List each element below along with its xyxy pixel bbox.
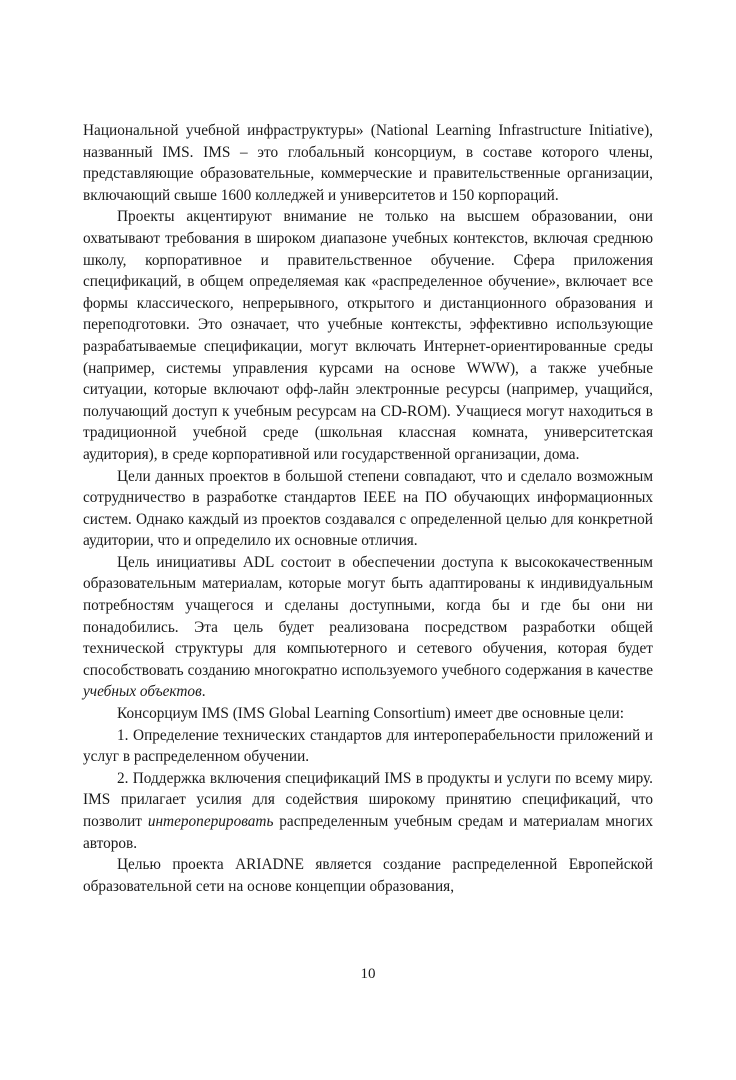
paragraph-ims-intro (83, 120, 653, 206)
paragraph-text: 1. Определение технических стандартов для интероперабельности приложений и услуг в распределенном обучении. (83, 726, 653, 766)
emphasized-text: интероперировать (147, 813, 274, 830)
list-item-goal-2 (83, 768, 653, 854)
paragraph-project-goals (83, 466, 653, 552)
paragraph-ims-consortium (83, 703, 653, 725)
emphasized-text: учебных объектов (83, 683, 202, 701)
page-body (83, 120, 653, 897)
paragraph-ariadne (83, 854, 653, 897)
paragraph-text: Цель инициативы ADL состоит в обеспечении доступа к высококачественным образовательным материалам, которые могут быть адаптированы к индивидуальным потребностям учащегося и сделаны доступными, когда бы и где бы они ни понадобились. Эта цель будет реализована посредством разработки общей технической структуры для компьютерного и сетевого обучения, которая будет способствовать созданию многократно используемого учебного содержания в качестве (83, 553, 653, 679)
paragraph-text: Целью проекта ARIADNE является создание распределенной Европейской образовательной сети на основе концепции образования, (83, 856, 653, 895)
paragraph-text: . (201, 683, 206, 701)
paragraph-text: Национальной учебной инфраструктуры» (National Learning Infrastructure Initiative), названный IMS. IMS – это глобальный консорциум, в составе которого члены, представляющие образовательные, коммерческие и правительственные организации, включающий свыше 1600 колледжей и университетов и 150 корпораций. (83, 122, 653, 204)
paragraph-projects-scope (83, 206, 653, 465)
paragraph-text: 2. Поддержка включения спецификаций IMS в продукты и услуги по всему миру. IMS прилагает усилия для содействия широкому принятию спецификаций, что позволит (83, 769, 653, 830)
page-number: 10 (360, 966, 376, 982)
paragraph-text: Проекты акцентируют внимание не только на высшем образовании, они охватывают требования в широком диапазоне учебных контекстов, включая среднюю школу, корпоративное и правительственное обучение. Сфера приложения спецификаций, в общем определяемая как «распределенное обучение», включает все формы классического, непрерывного, открытого и дистанционного образования и переподготовки. Это означает, что учебные контексты, эффективно использующие разрабатываемые спецификации, могут включать Интернет-ориентированные среды (например, системы управления курсами на основе WWW), а также учебные ситуации, которые включают офф-лайн электронные ресурсы (например, учащийся, получающий доступ к учебным ресурсам на CD-ROM). Учащиеся могут находиться в традиционной учебной среде (школьная классная комната, университетская аудитория), в среде корпоративной или государственной организации, дома. (83, 208, 653, 463)
paragraph-adl-goal (83, 552, 653, 703)
paragraph-text: Цели данных проектов в большой степени совпадают, что и сделало возможным сотрудничество в разработке стандартов IEEE на ПО обучающих информационных систем. Однако каждый из проектов создавался с определенной целью для конкретной аудитории, что и определило их основные отличия. (83, 467, 653, 550)
paragraph-text: распределенным учебным средам и материалам многих авторов. (83, 813, 653, 852)
list-item-goal-1 (83, 725, 653, 768)
paragraph-text: Консорциум IMS (IMS Global Learning Consortium) имеет две основные цели: (117, 705, 624, 723)
